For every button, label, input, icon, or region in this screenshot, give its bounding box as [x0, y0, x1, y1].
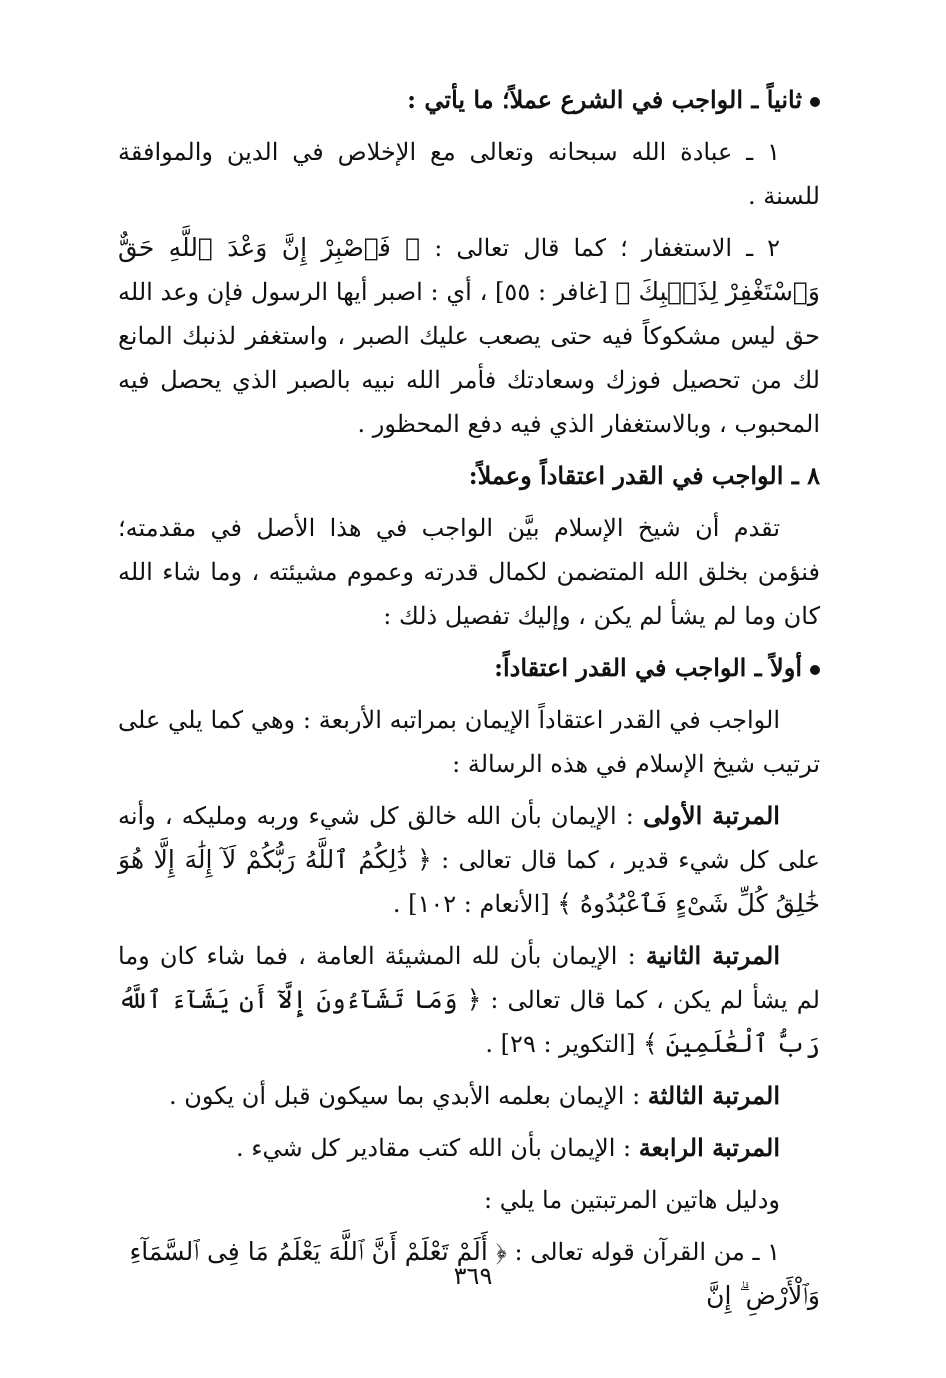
paragraph-text: [غافر : ٥٥] ، أي : اصبر أيها الرسول فإن وعد الله حق ليس مشكوكاً فيه حتى يصعب عليك الصبر ، واستغفر لذنبك المانع لك من تحصيل فوزك وسعادتك فأمر الله نبيه بالصبر الذي يحصل فيه المحبوب ، وبالاستغفار الذي فيه دفع المحظور .	[118, 278, 820, 438]
paragraph-level-1	[118, 794, 820, 926]
heading-text: أولاً ـ الواجب في القدر اعتقاداً:	[494, 653, 802, 682]
paragraph-text: : الإيمان بأن الله كتب مقادير كل شيء .	[235, 1134, 639, 1162]
paragraph-level-4	[118, 1126, 820, 1170]
section-heading-8: ٨ ـ الواجب في القدر اعتقاداً وعملاً:	[468, 461, 820, 490]
paragraph-four-levels: الواجب في القدر اعتقاداً الإيمان بمراتبه الأربعة : وهي كما يلي على ترتيب شيخ الإسلام في هذه الرسالة :	[118, 706, 820, 778]
page-number: ٣٦٩	[453, 1262, 493, 1290]
paragraph-intro-qadar: تقدم أن شيخ الإسلام بيَّن الواجب في هذا الأصل في مقدمته؛ فنؤمن بخلق الله المتضمن لكمال قدرته وعموم مشيئته ، وما شاء الله كان وما لم يشأ لم يكن ، وإليك تفصيل ذلك :	[118, 514, 820, 630]
heading-text: ثانياً ـ الواجب في الشرع عملاً؛ ما يأتي :	[407, 85, 802, 114]
quran-verse: ﴿ وَمَا تَشَآءُونَ إِلَّآ أَن يَشَآءَ ٱللَّهُ رَبُّ ٱلْعَٰلَمِينَ ﴾	[118, 985, 820, 1058]
paragraph-text: : الإيمان بعلمه الأبدي بما سيكون قبل أن يكون .	[168, 1082, 648, 1110]
quran-verse: ﴿ ذَٰلِكُمُ ٱللَّهُ رَبُّكُمْ لَآ إِلَٰهَ إِلَّا هُوَ خَٰلِقُ كُلِّ شَىْءٍ فَٱعْبُدُوهُ ﴾	[118, 845, 820, 918]
level-label: المرتبة الثانية	[645, 941, 780, 970]
paragraph-text: ١ ـ من القرآن قوله تعالى :	[506, 1238, 780, 1266]
level-label: المرتبة الأولى	[643, 801, 780, 830]
level-label: المرتبة الثالثة	[647, 1081, 780, 1110]
paragraph-evidence-intro: ودليل هاتين المرتبتين ما يلي :	[484, 1186, 780, 1214]
paragraph-text: : الإيمان بأن لله المشيئة العامة ، فما شاء كان وما لم يشأ لم يكن ، كما قال تعالى :	[118, 942, 820, 1014]
paragraph-text: ٢ ـ الاستغفار ؛ كما قال تعالى :	[420, 234, 780, 262]
level-label: المرتبة الرابعة	[638, 1133, 780, 1162]
quran-verse: ﴿ فَٱصْبِرْ إِنَّ وَعْدَ ٱللَّهِ حَقٌّ وَٱسْتَغْفِرْ لِذَنۢبِكَ ﴾	[118, 233, 820, 306]
bullet-icon	[810, 97, 820, 107]
section-heading-second	[118, 78, 820, 122]
paragraph-text: : الإيمان بأن الله خالق كل شيء وربه ومليكه ، وأنه على كل شيء قدير ، كما قال تعالى :	[118, 802, 820, 874]
bullet-icon	[810, 665, 820, 675]
paragraph-worship: ١ ـ عبادة الله سبحانه وتعالى مع الإخلاص في الدين والموافقة للسنة .	[118, 138, 820, 210]
quran-verse: ﴿ أَلَمْ تَعْلَمْ أَنَّ ٱللَّهَ يَعْلَمُ مَا فِى ٱلسَّمَآءِ وَٱلْأَرْضِ ۗ إِنَّ	[129, 1237, 820, 1310]
paragraph-text: [الأنعام : ١٠٢] .	[392, 890, 558, 918]
page-body	[118, 78, 820, 1326]
paragraph-level-2	[118, 934, 820, 1066]
paragraph-text: [التكوير : ٢٩] .	[485, 1030, 643, 1058]
section-heading-first	[118, 646, 820, 690]
paragraph-istighfar	[118, 226, 820, 446]
paragraph-level-3	[118, 1074, 820, 1118]
